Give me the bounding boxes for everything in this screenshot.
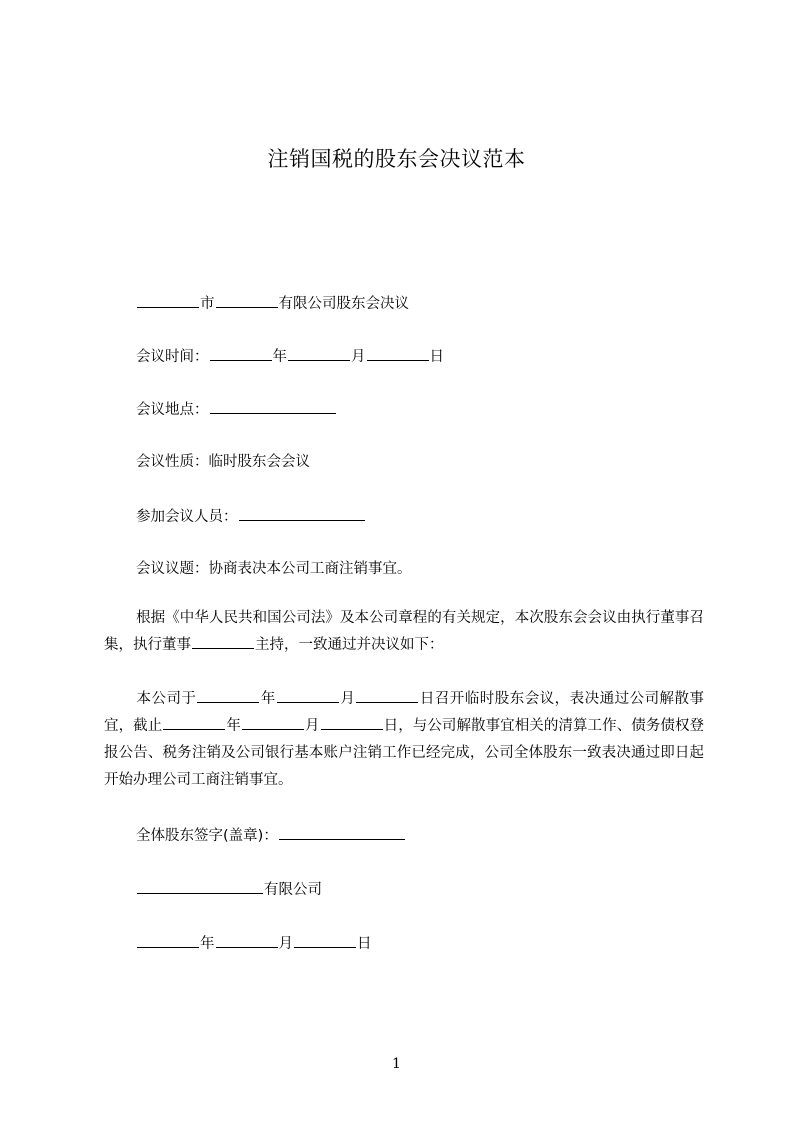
p2-year2-blank	[163, 714, 225, 730]
year-blank	[210, 345, 272, 361]
p2-month: 月	[339, 691, 356, 707]
city-blank	[137, 292, 199, 308]
meeting-nature-line	[136, 452, 310, 472]
day-blank	[367, 345, 429, 361]
p2-year: 年	[260, 691, 276, 707]
company-line	[136, 878, 322, 900]
attendees-blank	[239, 505, 365, 521]
date-year-blank	[137, 932, 199, 948]
paragraph2-part2: 日召开临时股东会议，表决通过公司解散事宜，截止	[104, 691, 705, 734]
month-blank	[288, 345, 350, 361]
topic-value: 协商表决本公司工商注销事宜。	[208, 561, 412, 577]
meeting-place-label: 会议地点：	[136, 402, 209, 418]
paragraph-legal-basis	[104, 605, 704, 659]
document-title: 注销国税的股东会决议范本	[267, 147, 526, 171]
company-name-blank	[137, 878, 263, 894]
p2-year-blank	[197, 687, 259, 703]
signature-line	[136, 824, 406, 846]
p2-day2-blank	[321, 714, 383, 730]
day-label: 日	[429, 349, 444, 365]
paragraph-resolution	[104, 686, 704, 794]
date-month-blank	[216, 932, 278, 948]
attendees-label: 参加会议人员：	[136, 509, 238, 525]
meeting-time-label: 会议时间：	[136, 349, 209, 365]
topic-line	[136, 559, 412, 579]
date-year: 年	[200, 936, 215, 952]
p2-month-blank	[277, 687, 339, 703]
p2-year2: 年	[226, 718, 241, 734]
date-day-blank	[294, 932, 356, 948]
resolution-heading	[136, 292, 409, 314]
paragraph1-part2: 主持，一致通过并决议如下：	[255, 637, 444, 653]
date-month: 月	[278, 936, 293, 952]
director-blank	[192, 633, 254, 649]
date-day: 日	[357, 936, 372, 952]
meeting-place-line	[136, 398, 337, 420]
paragraph2-part3: 日，与公司解散事宜相关的清算工作、债务债权登报公告、税务注销及公司银行基本账户注销工作已经完成，公司全体股东一致表决通过即日起开始办理公司工商注销事宜。	[104, 718, 705, 788]
year-label: 年	[272, 349, 287, 365]
city-suffix: 市	[200, 296, 215, 312]
meeting-place-blank	[210, 398, 336, 414]
company-line-suffix: 有限公司	[264, 882, 322, 898]
company-suffix: 有限公司股东会决议	[278, 296, 409, 312]
meeting-nature-value: 临时股东会会议	[208, 454, 310, 470]
signature-label: 全体股东签字(盖章)：	[136, 828, 278, 844]
signature-blank	[279, 824, 405, 840]
p2-month2: 月	[304, 718, 320, 734]
p2-day-blank	[356, 687, 418, 703]
meeting-nature-label: 会议性质：	[136, 454, 209, 470]
paragraph1-part1: 根据《中华人民共和国公司法》及本公司章程的有关规定，本次股东会会议由执行董事召集，执行董事	[104, 610, 704, 653]
p2-month2-blank	[242, 714, 304, 730]
paragraph2-part1: 本公司于	[136, 691, 197, 707]
attendees-line	[136, 505, 366, 527]
topic-label: 会议议题：	[136, 561, 209, 577]
company-blank	[216, 292, 278, 308]
page-number: 1	[392, 1056, 401, 1072]
month-label: 月	[351, 349, 366, 365]
date-line	[136, 932, 372, 954]
meeting-time-line	[136, 345, 444, 367]
